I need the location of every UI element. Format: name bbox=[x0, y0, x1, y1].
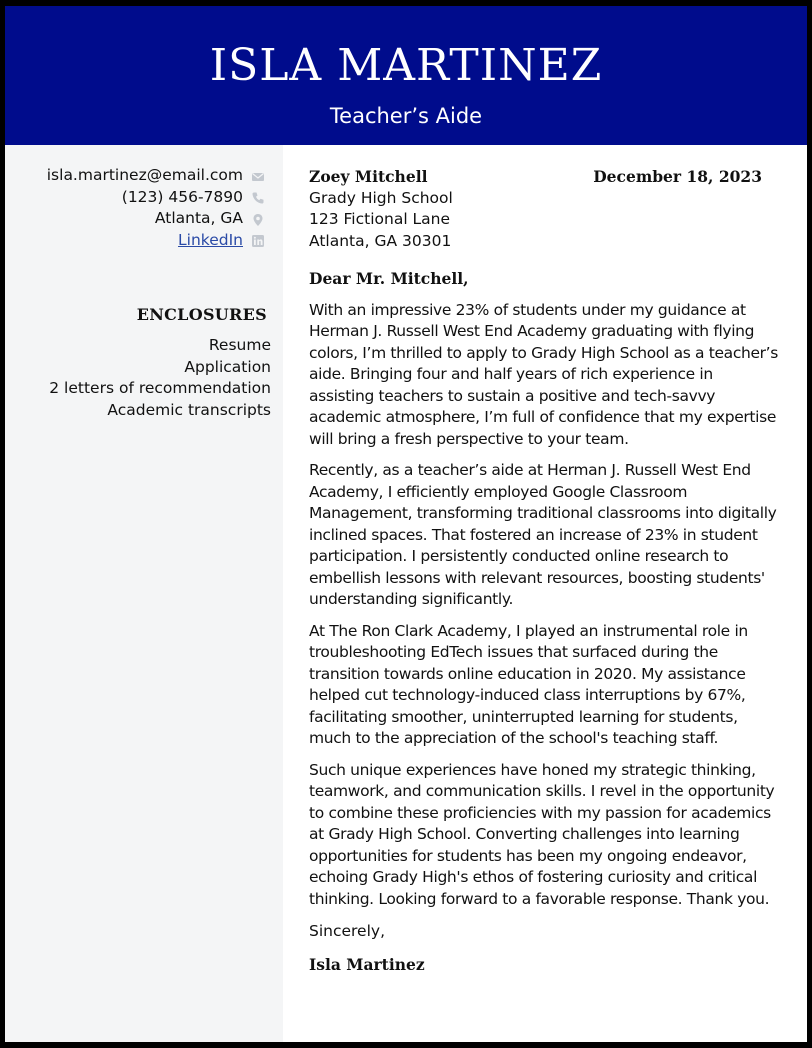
header-banner bbox=[5, 6, 807, 145]
envelope-icon bbox=[251, 169, 265, 183]
enclosure-item: Application bbox=[184, 357, 271, 376]
contact-linkedin-row bbox=[47, 230, 265, 252]
recipient-city: Atlanta, GA 30301 bbox=[309, 231, 452, 250]
enclosure-item: Academic transcripts bbox=[107, 400, 271, 419]
paragraph: With an impressive 23% of students under my guidance at Herman J. Russell West End Academy graduating with flying colors, I’m thrilled to apply to Grady High School as a teacher’s aide. Bringing four and half years of rich experience in assisting teachers to sustain a positive and tech-savvy academic atmosphere, I’m full of confidence that my expertise will bring a fresh perspective to your team. bbox=[309, 300, 778, 448]
letter-date: December 18, 2023 bbox=[593, 167, 762, 186]
contact-location: Atlanta, GA bbox=[154, 209, 243, 227]
enclosure-item: 2 letters of recommendation bbox=[49, 379, 271, 397]
contact-email-row bbox=[47, 165, 265, 187]
sidebar bbox=[5, 145, 283, 1042]
paragraph: At The Ron Clark Academy, I played an instrumental role in troubleshooting EdTech issues that surfaced during the transition towards online education in 2020. My assistance helped cut technology-induced class interruptions by 67%, facilitating smoother, uninterrupted learning for students, much to the appreciation of the school's teaching staff. bbox=[309, 621, 748, 747]
contact-phone: (123) 456-7890 bbox=[121, 187, 243, 206]
signature-name: Isla Martinez bbox=[309, 954, 425, 974]
paragraph: Recently, as a teacher’s aide at Herman J. Russell West End Academy, I efficiently employed Google Classroom Management, transforming traditional classrooms into digitally inclined spaces. That fostered an increase of 23% in student participation. I persistently conducted online research to embellish lessons with relevant resources, boosting students' understanding significantly. bbox=[309, 461, 777, 608]
contact-location-row bbox=[47, 208, 265, 230]
paragraph: Such unique experiences have honed my strategic thinking, teamwork, and communication skills. I revel in the opportunity to combine these proficiencies with my passion for academics at Grady High School. Converting challenges into learning opportunities for students has been my ongoing endeavor, echoing Grady High's ethos of fostering curiosity and critical thinking. Looking forward to a favorable response. Thank you. bbox=[309, 760, 775, 908]
enclosure-item: Resume bbox=[208, 336, 271, 354]
recipient-name: Zoey Mitchell bbox=[309, 167, 428, 186]
phone-icon bbox=[251, 190, 265, 204]
job-title: Teacher’s Aide bbox=[329, 104, 483, 128]
recipient-school: Grady High School bbox=[309, 188, 453, 207]
contact-email[interactable]: isla.martinez@email.com bbox=[46, 166, 243, 184]
enclosures-list bbox=[49, 335, 271, 421]
resume-page bbox=[5, 6, 807, 1042]
letter-body bbox=[309, 166, 779, 975]
linkedin-link[interactable]: LinkedIn bbox=[178, 230, 243, 249]
linkedin-icon bbox=[251, 233, 265, 247]
enclosures-heading: ENCLOSURES bbox=[136, 305, 267, 324]
contact-info bbox=[47, 165, 265, 251]
closing: Sincerely, bbox=[309, 922, 386, 940]
applicant-name: ISLA MARTINEZ bbox=[209, 40, 603, 91]
contact-phone-row bbox=[47, 187, 265, 209]
location-pin-icon bbox=[251, 212, 265, 226]
salutation: Dear Mr. Mitchell, bbox=[309, 269, 469, 288]
recipient-street: 123 Fictional Lane bbox=[309, 210, 451, 228]
